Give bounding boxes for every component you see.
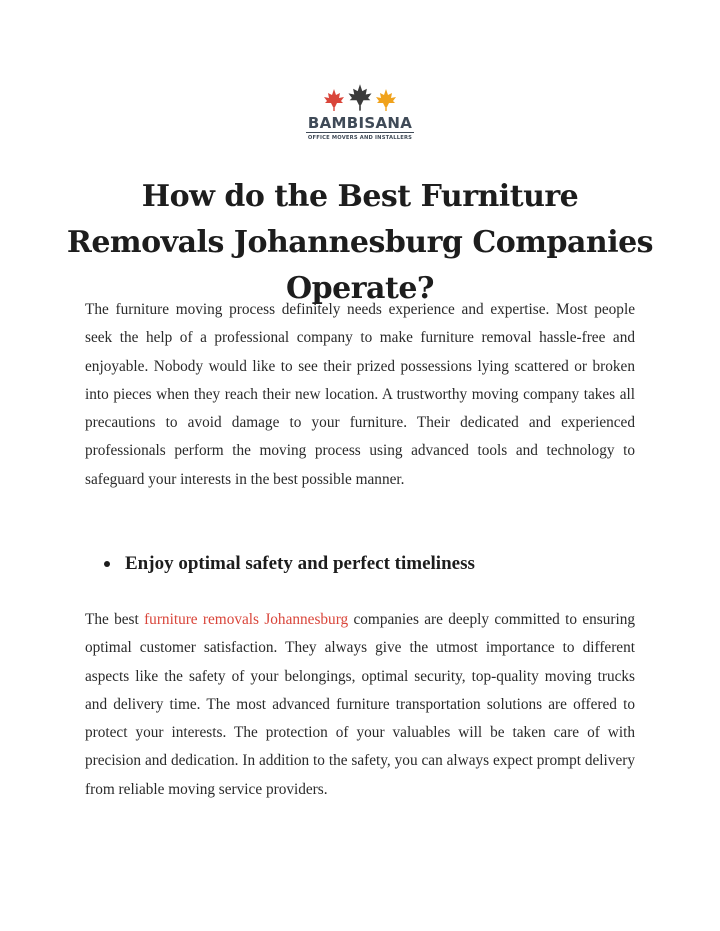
furniture-removals-link[interactable]: furniture removals Johannesburg xyxy=(144,611,349,628)
logo-tagline: OFFICE MOVERS AND INSTALLERS xyxy=(306,132,414,141)
section-paragraph xyxy=(85,606,635,804)
section-heading: Enjoy optimal safety and perfect timeliness xyxy=(125,553,475,574)
section-heading-bullet xyxy=(104,549,475,579)
section-text-rest: companies are deeply committed to ensuring optimal customer satisfaction. They always give the utmost importance to different aspects like the safety of your belongings, optimal security, top-quality moving trucks and delivery time. The most advanced furniture transportation solutions are offered to protect your interests. The protection of your valuables will be taken care of with precision and dedication. In addition to the safety, you can always expect prompt delivery from reliable moving service providers. xyxy=(85,611,635,798)
intro-paragraph: The furniture moving process definitely needs experience and expertise. Most people seek the help of a professional company to make furniture removal hassle-free and enjoyable. Nobody would like to see their prized possessions lying scattered or broken into pieces when they reach their new location. A trustworthy moving company takes all precautions to avoid damage to your furniture. Their dedicated and experienced professionals perform the moving process using advanced tools and technology to safeguard your interests in the best possible manner. xyxy=(85,301,635,488)
page-title: How do the Best Furniture Removals Johannesburg Companies Operate? xyxy=(66,179,654,306)
maple-leaves-icon xyxy=(320,84,400,114)
logo-wordmark: BAMBISANA xyxy=(307,114,413,132)
bullet-icon xyxy=(104,561,110,567)
company-logo xyxy=(302,84,418,150)
section-text-start: The best xyxy=(85,611,145,628)
